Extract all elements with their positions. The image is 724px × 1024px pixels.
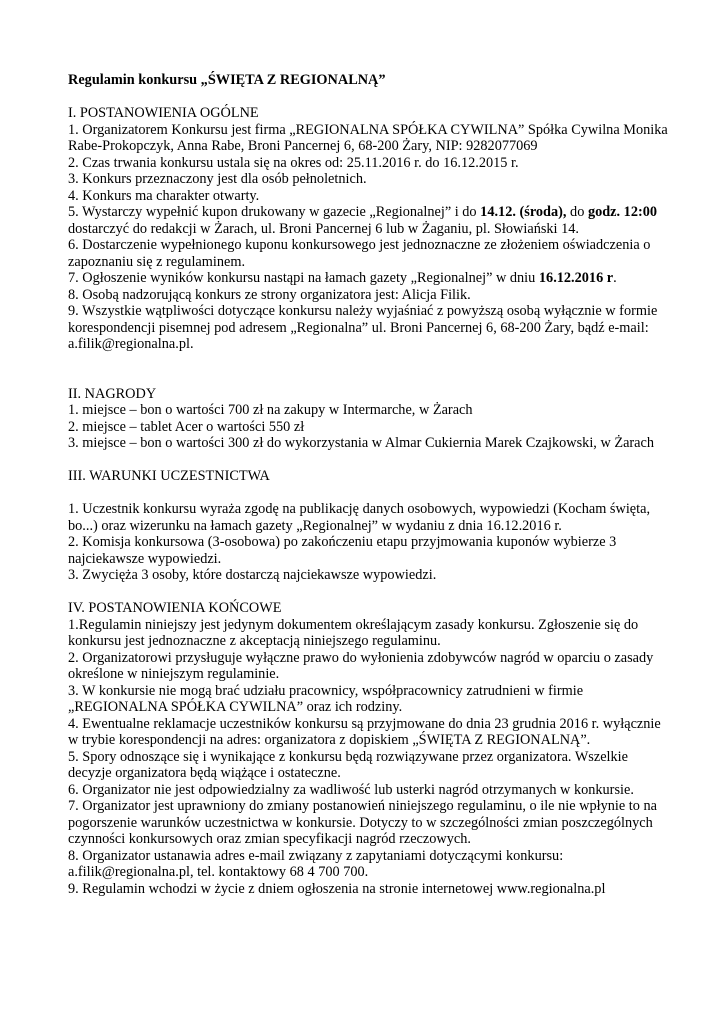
prize-item-1: 1. miejsce – bon o wartości 700 zł na zakupy w Intermarche, w Żarach bbox=[68, 402, 473, 418]
document-page bbox=[68, 72, 668, 897]
general-item-3: 3. Konkurs przeznaczony jest dla osób pełnoletnich. bbox=[68, 171, 367, 187]
section-heading-final: IV. POSTANOWIENIA KOŃCOWE bbox=[68, 600, 282, 616]
final-item-2: 2. Organizatorowi przysługuje wyłączne prawo do wyłonienia zdobywców nagród w oparciu o zasady określone w niniejszym regulaminie. bbox=[68, 649, 654, 682]
prize-item-2: 2. miejsce – tablet Acer o wartości 550 zł bbox=[68, 418, 305, 435]
general-item-5: 5. Wystarczy wypełnić kupon drukowany w gazecie „Regionalnej” i do 14.12. (środa), do godz. 12:00 dostarczyć do redakcji w Żarach, ul. Broni Pancernej 6 lub w Żaganiu, pl. Słowiański 14. bbox=[68, 204, 658, 237]
general-item-4: 4. Konkurs ma charakter otwarty. bbox=[68, 187, 260, 204]
general-item-9: 9. Wszystkie wątpliwości dotyczące konkursu należy wyjaśniać z powyższą osobą wyłącznie w formie korespondencji pisemnej pod adresem „Regionalna” ul. Broni Pancernej 6, 68-200 Żary, bądź e-mail: a.filik@regionalna.pl. bbox=[68, 303, 658, 352]
document-title: Regulamin konkursu „ŚWIĘTA Z REGIONALNĄ” bbox=[68, 72, 386, 88]
prize-item-3: 3. miejsce – bon o wartości 300 zł do wykorzystania w Almar Cukiernia Marek Czajkowski, w Żarach bbox=[68, 435, 655, 451]
general-item-8: 8. Osobą nadzorującą konkurs ze strony organizatora jest: Alicja Filik. bbox=[68, 286, 471, 303]
condition-item-2: 2. Komisja konkursowa (3-osobowa) po zakończeniu etapu przyjmowania kuponów wybierze 3 najciekawsze wypowiedzi. bbox=[68, 534, 617, 567]
final-item-8: 8. Organizator ustanawia adres e-mail związany z zapytaniami dotyczącymi konkursu: a.filik@regionalna.pl, tel. kontaktowy 68 4 700 700. bbox=[68, 847, 564, 880]
final-item-3: 3. W konkursie nie mogą brać udziału pracownicy, współpracownicy zatrudnieni w firmie „REGIONALNA SPÓŁKA CYWILNA” oraz ich rodziny. bbox=[68, 682, 584, 715]
general-item-1: 1. Organizatorem Konkursu jest firma „REGIONALNA SPÓŁKA CYWILNA” Spółka Cywilna Monika Rabe-Prokopczyk, Anna Rabe, Broni Pancernej 6, 68-200 Żary, NIP: 9282077069 bbox=[68, 121, 668, 154]
general-item-7: 7. Ogłoszenie wyników konkursu nastąpi na łamach gazety „Regionalnej” w dniu 16.12.2016 r. bbox=[68, 270, 617, 286]
final-item-4: 4. Ewentualne reklamacje uczestników konkursu są przyjmowane do dnia 23 grudnia 2016 r. wyłącznie w trybie korespondencji na adres: organizatora z dopiskiem „ŚWIĘTA Z REGIONALNĄ”. bbox=[68, 715, 661, 748]
condition-item-1: 1. Uczestnik konkursu wyraża zgodę na publikację danych osobowych, wypowiedzi (Kocham święta, bo...) oraz wizerunku na łamach gazety „Regionalnej” w wydaniu z dnia 16.12.2016 r. bbox=[68, 501, 651, 534]
condition-item-3: 3. Zwycięża 3 osoby, które dostarczą najciekawsze wypowiedzi. bbox=[68, 567, 437, 583]
final-item-6: 6. Organizator nie jest odpowiedzialny za wadliwość lub usterki nagród otrzymanych w konkursie. bbox=[68, 781, 634, 798]
final-item-7: 7. Organizator jest uprawniony do zmiany postanowień niniejszego regulaminu, o ile nie wpłynie to na pogorszenie warunków uczestnictwa w konkursie. Dotyczy to w szczególności zmian poszczególnych czynności konkursowych oraz zmian specyfikacji nagród rzeczowych. bbox=[68, 798, 657, 847]
final-item-5: 5. Spory odnoszące się i wynikające z konkursu będą rozwiązywane przez organizatora. Wszelkie decyzje organizatora będą wiążące i ostateczne. bbox=[68, 748, 629, 781]
general-item-2: 2. Czas trwania konkursu ustala się na okres od: 25.11.2016 r. do 16.12.2015 r. bbox=[68, 154, 519, 171]
general-item-6: 6. Dostarczenie wypełnionego kuponu konkursowego jest jednoznaczne ze złożeniem oświadczenia o zapoznaniu się z regulaminem. bbox=[68, 237, 651, 270]
section-heading-conditions: III. WARUNKI UCZESTNICTWA bbox=[68, 468, 270, 484]
final-item-9: 9. Regulamin wchodzi w życie z dniem ogłoszenia na stronie internetowej www.regionalna.pl bbox=[68, 880, 606, 897]
section-heading-prizes: II. NAGRODY bbox=[68, 385, 157, 402]
section-heading-general: I. POSTANOWIENIA OGÓLNE bbox=[68, 105, 259, 121]
final-item-1: 1.Regulamin niniejszy jest jedynym dokumentem określającym zasady konkursu. Zgłoszenie się do konkursu jest jednoznaczne z akceptacją niniejszego regulaminu. bbox=[68, 616, 639, 649]
